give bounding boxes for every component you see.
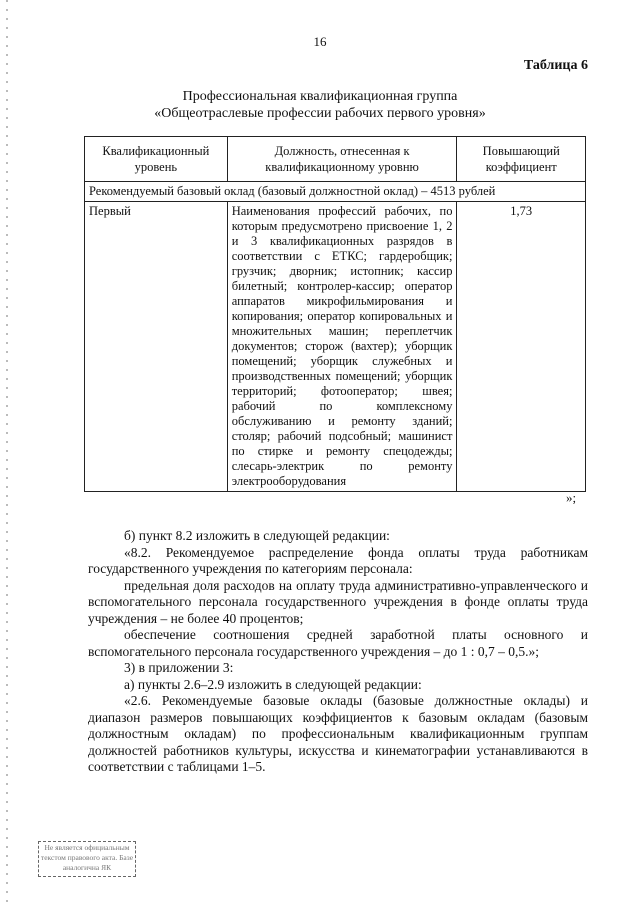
base-salary-cell: Рекомендуемый базовый оклад (базовый должностной оклад) – 4513 рублей [85, 182, 586, 202]
closing-quote: »; [566, 490, 577, 505]
header-coefficient: Повышающий коэффициент [457, 137, 586, 182]
base-salary-row [85, 182, 586, 202]
page-number: 16 [313, 34, 327, 49]
heading-line-1: Профессиональная квалификационная группа [182, 89, 458, 104]
margin-binding-marks [6, 0, 8, 905]
document-stamp: Не является официальным текстом правового акта. Базе аналогична ЯК [38, 841, 136, 877]
qualification-table [84, 136, 586, 492]
paragraph-3: предельная доля расходов на оплату труда административно-управленческого и вспомогательного персонала государственного учреждения в фонде оплаты труда учреждения – не более 40 процентов; [88, 577, 588, 626]
header-level: Квалификационный уровень [85, 137, 228, 182]
table-label: Таблица 6 [523, 58, 588, 73]
coefficient-cell: 1,73 [457, 202, 586, 492]
paragraph-2: «8.2. Рекомендуемое распределение фонда оплаты труда работникам государственного учреждения по категориям персонала: [88, 544, 588, 576]
level-cell: Первый [85, 202, 228, 492]
paragraph-1: б) пункт 8.2 изложить в следующей редакции: [124, 528, 390, 543]
paragraph-4: обеспечение соотношения средней заработной платы основного и вспомогательного персонала государственного учреждения – до 1 : 0,7 – 0,5.»; [88, 627, 588, 659]
table-row [85, 202, 586, 492]
header-position: Должность, отнесенная к квалификационному уровню [227, 137, 457, 182]
paragraph-6: а) пункты 2.6–2.9 изложить в следующей редакции: [124, 676, 422, 692]
positions-cell: Наименования профессий рабочих, по которым предусмотрено присвоение 1, 2 и 3 квалификационных разрядов в соответствии с ЕТКС; гардеробщик; грузчик; дворник; истопник; кассир билетный; контролер-кассир; оператор аппаратов микрофильмирования и копирования; оператор копировальных и множительных машин; переплетчик документов; сторож (вахтер); уборщик помещений; уборщик служебных и производственных помещений; уборщик территорий; фотооператор; швея; рабочий по комплексному обслуживанию и ремонту зданий; столяр; рабочий подсобный; машинист по стирке и ремонту спецодежды; слесарь-электрик по ремонту электрооборудования [227, 202, 457, 492]
table-heading [0, 88, 640, 122]
table-header-row [85, 137, 586, 182]
heading-line-2: «Общеотраслевые профессии рабочих первого уровня» [154, 106, 486, 121]
paragraph-5: 3) в приложении 3: [124, 660, 234, 675]
paragraph-7: «2.6. Рекомендуемые базовые оклады (базовые должностные оклады) и диапазон размеров повышающих коэффициентов к базовым окладам (базовым должностным окладам) по профессиональным квалификационным группам должностей работников культуры, искусства и кинематографии устанавливаются в соответствии с таблицами 1–5. [88, 693, 588, 774]
body-text [88, 528, 588, 776]
